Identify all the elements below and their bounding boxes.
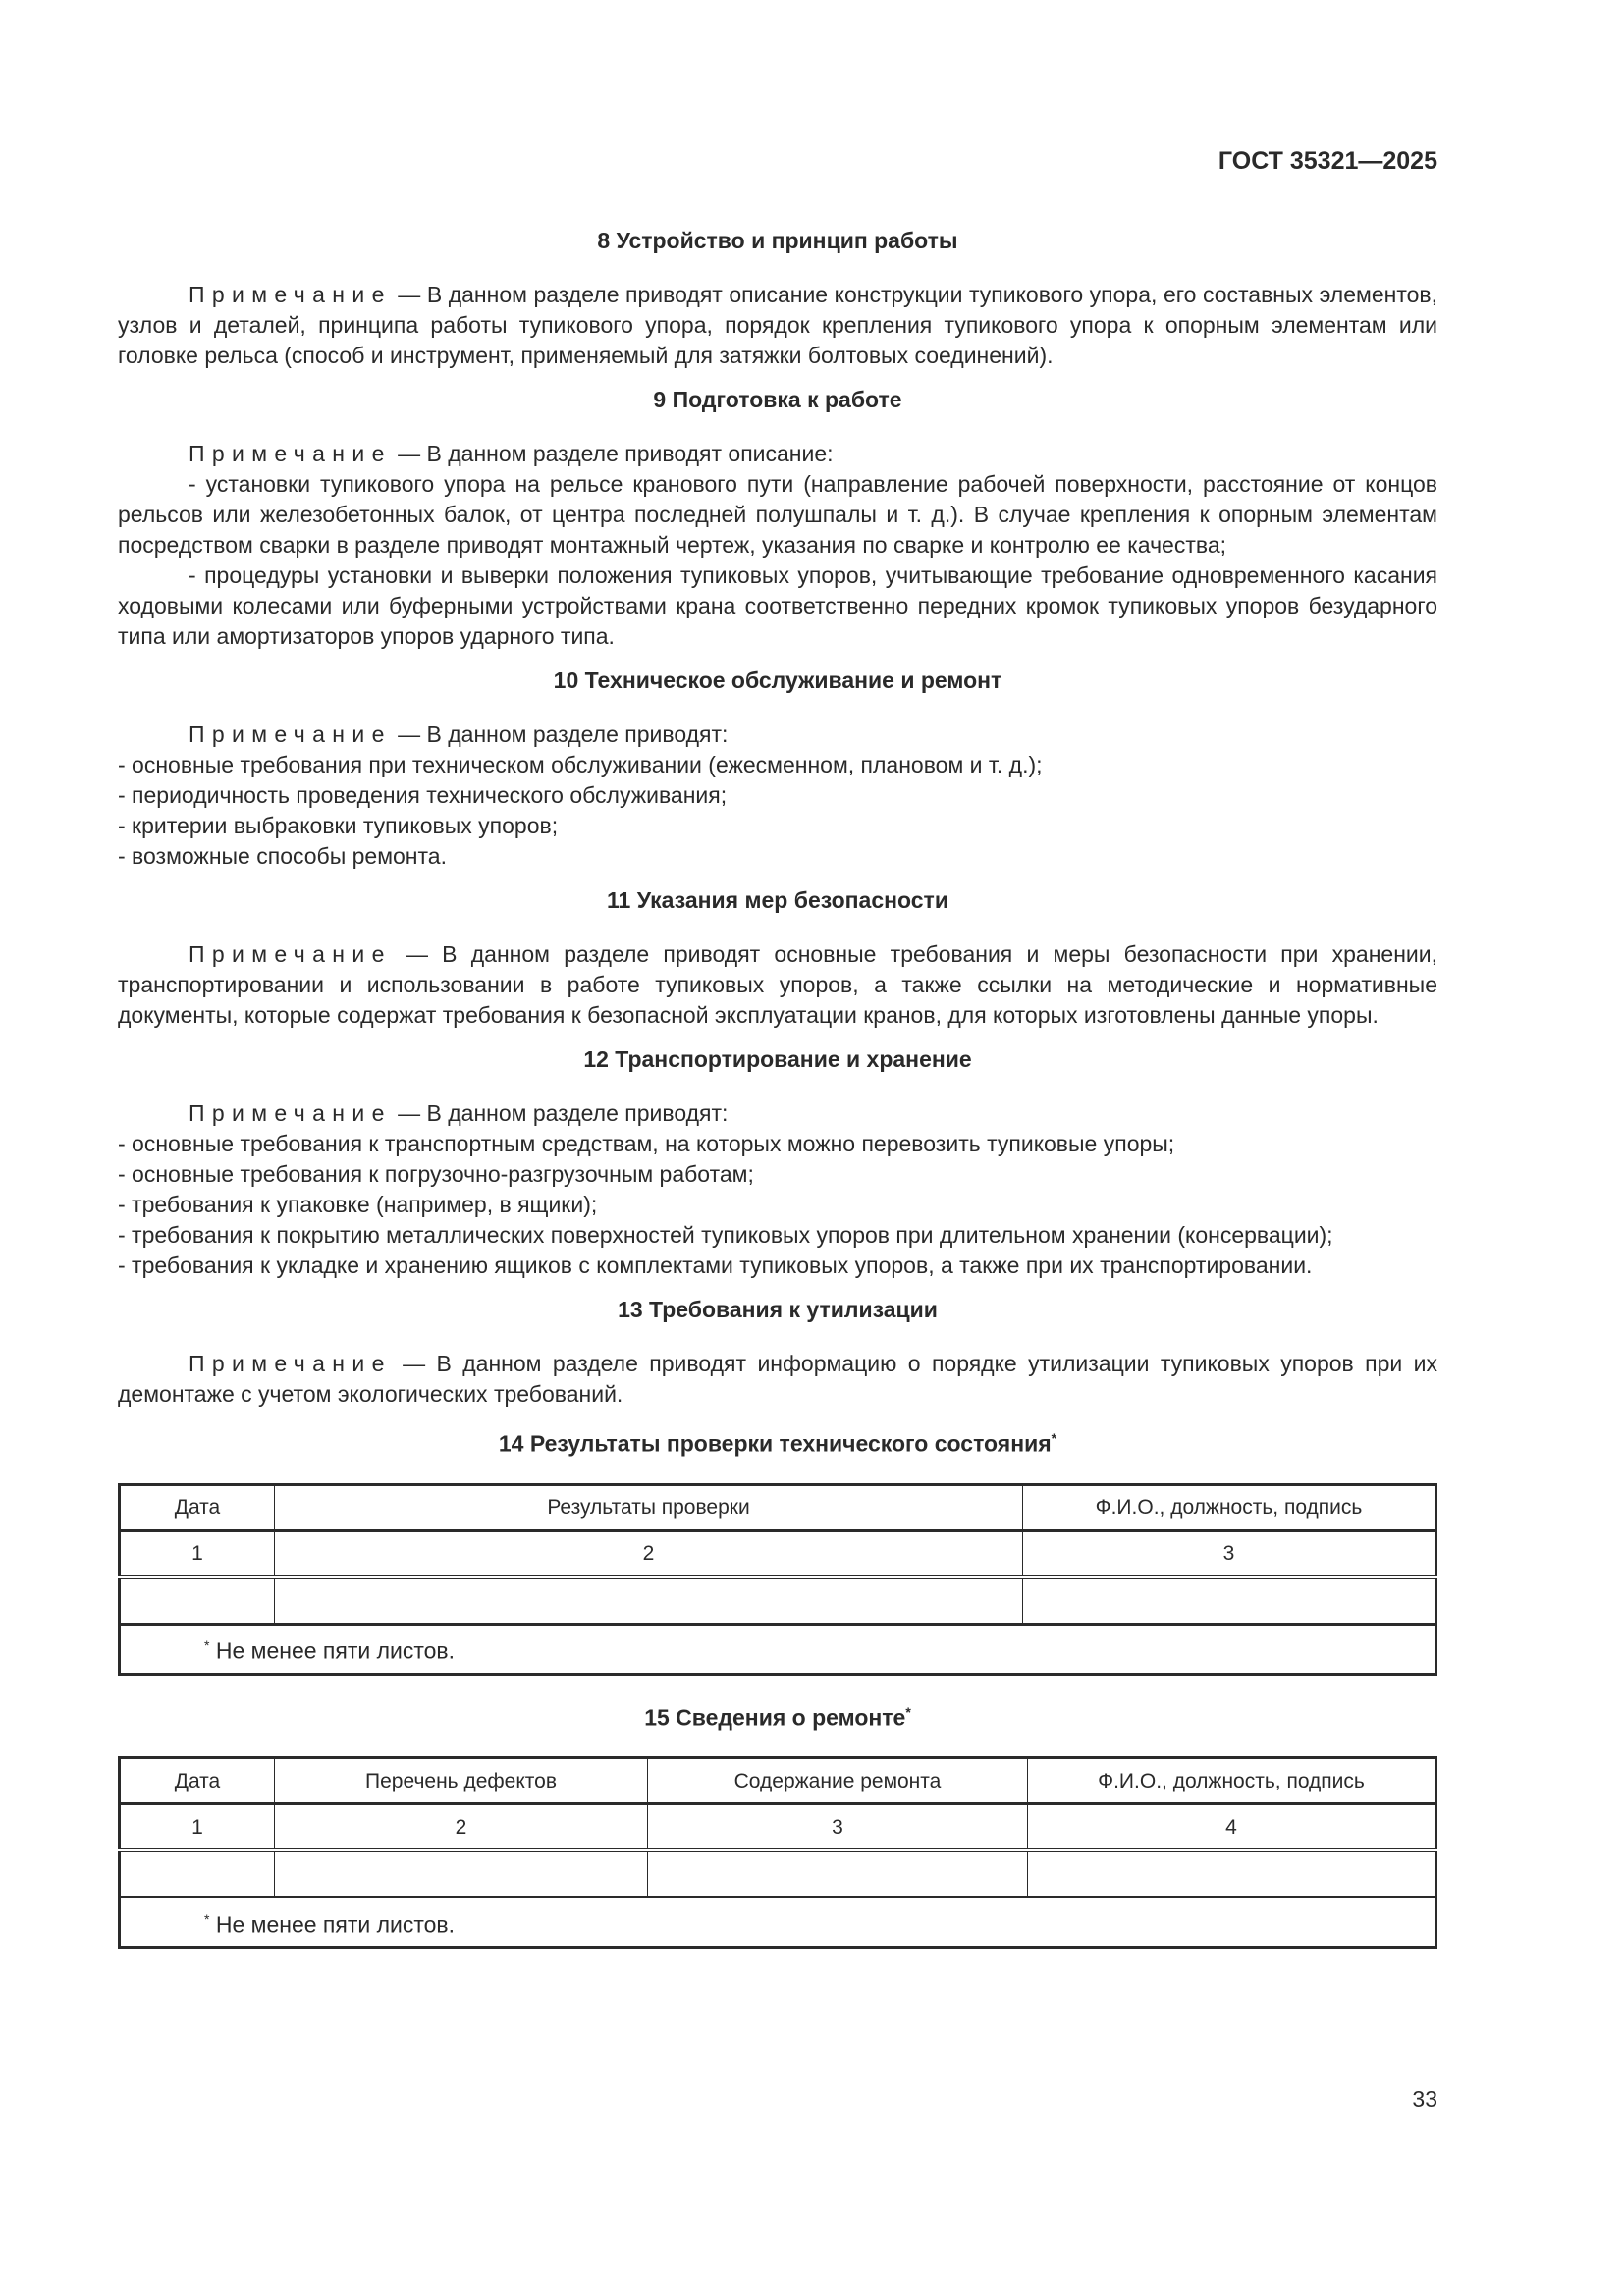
section-13-note [118,1349,1437,1410]
section-12-note [118,1098,1437,1129]
note-text: — В данном разделе приводят описание конструкции тупикового упора, его составных элементов, узлов и деталей, принципа работы тупикового упора, порядок крепления тупикового упора к опорным элементам или головке рельса (способ и инструмент, применяемый для затяжки болтовых соединений). [118,282,1437,368]
section-8-title: 8 Устройство и принцип работы [597,228,958,253]
list-item: - основные требования к погрузочно-разгрузочным работам; [118,1161,754,1187]
note-text: — В данном разделе приводят: [391,1100,729,1126]
list-item: - критерии выбраковки тупиковых упоров; [118,813,559,838]
title-text: 14 Результаты проверки технического состояния [498,1430,1052,1457]
table-header-row [120,1484,1436,1530]
column-header: Дата [120,1758,275,1804]
table-cell: 2 [275,1804,648,1851]
list-item: - установки тупикового упора на рельсе кранового пути (направление рабочей поверхности, расстояние от концов рельсов или железобетонных балок, от центра последней полушпалы и т. д.). В случае крепления к опорным элементам посредством сварки в разделе приводят монтажный чертеж, указания по сварке и контролю ее качества; [118,471,1437,558]
table-cell [648,1850,1028,1897]
note-text: — В данном разделе приводят информацию о порядке утилизации тупиковых упоров при их демонтаже с учетом экологических требований. [118,1351,1437,1407]
table-cell: 1 [120,1804,275,1851]
table-cell: 1 [120,1530,275,1577]
list-item: - процедуры установки и выверки положения тупиковых упоров, учитывающие требование одновременного касания ходовыми колесами или буферными устройствами крана соответственно передних кромок тупиковых упоров безударного типа или амортизаторов упоров ударного типа. [118,562,1437,649]
note-text: — В данном разделе приводят: [391,721,729,747]
column-number-row [120,1804,1436,1851]
footnote-row [120,1624,1436,1674]
table-cell [120,1577,275,1625]
table-cell: 3 [1023,1530,1436,1577]
page-content [118,226,1437,1949]
footnote-text: Не менее пяти листов. [215,1637,456,1664]
column-header: Перечень дефектов [275,1758,648,1804]
note-label: Примечание [189,1351,392,1376]
footnote-mark: * [204,1910,210,1927]
table-cell [120,1850,275,1897]
table-cell [1028,1850,1436,1897]
table-cell: 3 [648,1804,1028,1851]
repair-info-table [118,1756,1437,1949]
note-label: Примечание [189,441,392,466]
column-header: Ф.И.О., должность, подпись [1028,1758,1436,1804]
section-10-title: 10 Техническое обслуживание и ремонт [553,667,1002,693]
note-label: Примечание [189,721,392,747]
column-number-row [120,1530,1436,1577]
title-text: 15 Сведения о ремонте [644,1704,906,1731]
footnote-text: Не менее пяти листов. [215,1911,456,1938]
footnote-mark: * [905,1703,911,1720]
section-11-title: 11 Указания мер безопасности [607,887,948,913]
section-13-title: 13 Требования к утилизации [618,1297,938,1322]
document-code: ГОСТ 35321—2025 [1218,147,1437,175]
list-item: - возможные способы ремонта. [118,843,447,869]
footnote [120,1624,1436,1674]
note-text: — В данном разделе приводят основные требования и меры безопасности при хранении, транспортировании и использовании в работе тупиковых упоров, а также ссылки на методические и нормативные документы, которые содержат требования к безопасной эксплуатации кранов, для которых изготовлены данные упоры. [118,941,1437,1028]
list-item: - требования к упаковке (например, в ящики); [118,1192,598,1217]
note-label: Примечание [189,282,392,307]
section-14-title [118,1423,1437,1460]
list-item: - периодичность проведения технического обслуживания; [118,782,728,808]
column-header: Дата [120,1484,275,1530]
footnote-mark: * [204,1637,210,1654]
section-9-title: 9 Подготовка к работе [653,387,902,412]
inspection-results-table [118,1483,1437,1676]
note-label: Примечание [189,1100,392,1126]
table-cell [1023,1577,1436,1625]
section-11-note [118,939,1437,1031]
table-cell: 4 [1028,1804,1436,1851]
section-12-title: 12 Транспортирование и хранение [583,1046,972,1072]
section-8-note [118,280,1437,371]
note-text: — В данном разделе приводят описание: [391,441,834,466]
table-cell [275,1850,648,1897]
column-header: Результаты проверки [275,1484,1023,1530]
list-item: - основные требования при техническом обслуживании (ежесменном, плановом и т. д.); [118,752,1043,777]
footnote [120,1897,1436,1948]
list-item: - основные требования к транспортным средствам, на которых можно перевозить тупиковые упоры; [118,1131,1175,1156]
list-item: - требования к укладке и хранению ящиков с комплектами тупиковых упоров, а также при их транспортировании. [118,1253,1313,1278]
table-header-row [120,1758,1436,1804]
table-row [120,1577,1436,1625]
section-15-title [118,1697,1437,1734]
footnote-mark: * [1051,1430,1057,1446]
table-cell [275,1577,1023,1625]
table-row [120,1850,1436,1897]
section-9-note [118,439,1437,469]
column-header: Содержание ремонта [648,1758,1028,1804]
list-item: - требования к покрытию металлических поверхностей тупиковых упоров при длительном хранении (консервации); [118,1222,1333,1248]
column-header: Ф.И.О., должность, подпись [1023,1484,1436,1530]
section-10-note [118,720,1437,750]
note-label: Примечание [189,941,392,967]
table-cell: 2 [275,1530,1023,1577]
footnote-row [120,1897,1436,1948]
page-number: 33 [1412,2086,1437,2111]
